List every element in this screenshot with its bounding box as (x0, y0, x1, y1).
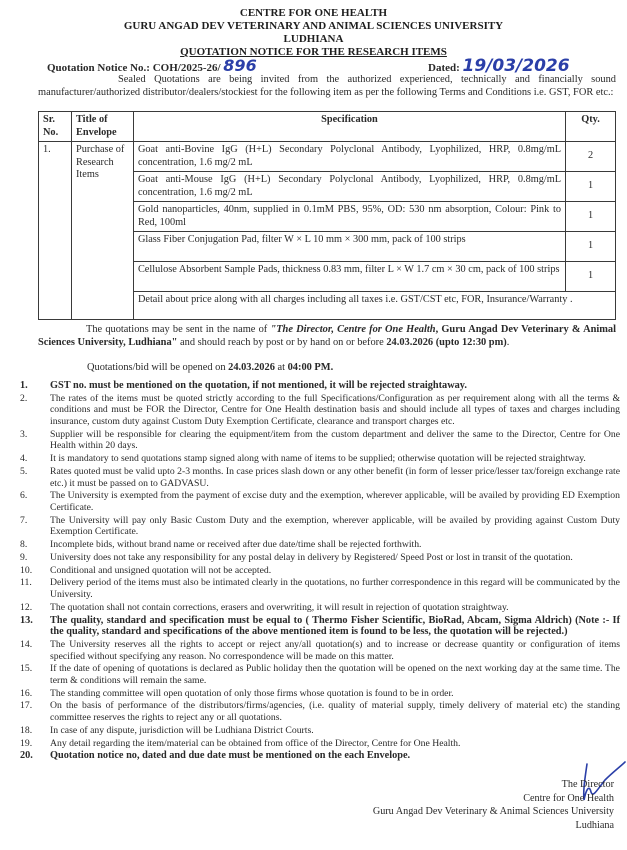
cell-envelope-title: Purchase of Research Items (71, 142, 133, 320)
term-item: 16. The standing committee will open quotation of only those firms whose quotation is found to be in order. (20, 687, 454, 699)
term-item: 10. Conditional and unsigned quotation will not be accepted. (20, 564, 272, 576)
term-item: 15. If the date of opening of quotations is declared as Public holiday then the quotation will be opened on the next working day at the same time. The term & conditions will remain the same. (20, 663, 620, 686)
opening-time: 04:00 PM. (287, 362, 334, 373)
term-item: 12. The quotation shall not contain corrections, erasers and overwriting, it will result in rejection of quotation straightway. (20, 601, 509, 613)
signatory-title: The Director (561, 779, 614, 790)
terms-list (20, 380, 620, 763)
header-centre-name: CENTRE FOR ONE HEALTH (239, 7, 388, 19)
opening-prefix: Quotations/bid will be opened on (87, 362, 229, 373)
notice-number (47, 56, 257, 75)
cell-price-detail-note: Detail about price along with all charges including all taxes i.e. GST/CST etc, FOR, Insurance/Warranty . (133, 292, 615, 320)
header-specification: Specification (133, 112, 565, 142)
cell-qty: 1 (566, 262, 616, 292)
header-sr-no: Sr. No. (39, 112, 72, 142)
term-item: 19. Any detail regarding the item/material can be obtained from office of the Director, Centre for One Health. (20, 737, 461, 749)
dated-label: Dated: (428, 62, 460, 74)
opening-line (87, 362, 333, 375)
term-item: 7. The University will pay only Basic Custom Duty and the exemption, wherever applicable, will be availed by providing against Custom Duty Exemption Certificate. (20, 514, 620, 538)
opening-date: 24.03.2026 (228, 362, 275, 373)
header-qty: Qty. (566, 112, 616, 142)
term-item: 3. Supplier will be responsible for clearing the equipment/item from the custom department and deliver the same to the Director, Centre for One Health within 20 days. (20, 428, 620, 452)
notice-number-label: Quotation Notice No.: COH/2025-26/ (47, 62, 221, 74)
term-item: 2. The rates of the items must be quoted strictly according to the full Specifications/Configuration as per requirement along with all the terms & conditions and must be FOR the Director, Centre for One Health destination basis and should include all types of taxes and charges including insurance, custom duty against Custom Duty Exemption Certificate, clearance and transport charges etc. (20, 392, 620, 427)
signatory-centre: Centre for One Health (523, 792, 614, 804)
cell-spec: Goat anti-Bovine IgG (H+L) Secondary Polyclonal Antibody, Lyophilized, HRP, 0.8mg/mL concentration, 1.6 mg/2 mL (133, 142, 565, 172)
term-item: 1. GST no. must be mentioned on the quotation, if not mentioned, it will be rejected straightaway. (20, 380, 467, 391)
submission-text-1: The quotations may be sent in the name of (86, 324, 271, 335)
submission-text-3: . (506, 337, 510, 348)
signatory-city: Ludhiana (575, 819, 614, 831)
term-item: 6. The University is exempted from the payment of excise duty and the exemption, wherever applicable, will be availed by providing ED Exemption Certificate. (20, 490, 620, 513)
addressee-italic: "The Director, Centre for One Health (270, 324, 436, 335)
header-title-of-envelope: Title of Envelope (71, 112, 133, 142)
term-item: 9. University does not take any responsibility for any postal delay in delivery by Registered/ Speed Post or lost in transit of the quotation. (20, 551, 573, 563)
term-item: 8. Incomplete bids, without brand name or received after due date/time shall be rejected forthwith. (20, 539, 422, 551)
notice-number-handwritten: 896 (223, 56, 257, 75)
cell-sr-no: 1. (39, 142, 72, 320)
submission-paragraph (38, 323, 616, 349)
signature-block (373, 778, 614, 832)
cell-spec: Goat anti-Mouse IgG (H+L) Secondary Polyclonal Antibody, Lyophilized, HRP, 0.8mg/mL concentration, 1.6 mg/2 mL (133, 172, 565, 202)
items-table (38, 111, 616, 320)
opening-mid: at (274, 362, 288, 373)
term-item: 20. Quotation notice no, dated and due date must be mentioned on the each Envelope. (20, 750, 411, 762)
cell-qty: 1 (566, 172, 616, 202)
term-item: 13. The quality, standard and specification must be equal to ( Thermo Fisher Scientific, BioRad, Abcam, Sigma Aldrich) (Note :- If the quality, standard and specifications of the above mentioned item is found to be less, the quotation will be rejected.) (20, 614, 620, 638)
term-item: 14. The University reserves all the rights to accept or reject any/all quotation(s) and to increase or decrease quantity or configuration of items specified without specifying any reason. No correspondence will be made on this matter. (20, 638, 620, 662)
notice-date (428, 56, 570, 76)
table-row (39, 142, 616, 172)
addressee-bold: , Guru Angad Dev Veterinary & Animal Sciences University, Ludhiana" (38, 324, 616, 348)
term-item: 18. In case of any dispute, jurisdiction will be Ludhiana District Courts. (20, 724, 314, 736)
cell-spec: Glass Fiber Conjugation Pad, filter W × L 10 mm × 300 mm, pack of 100 strips (133, 232, 565, 262)
dated-handwritten: 19/03/2026 (462, 56, 570, 76)
submission-text-2: and should reach by post or by hand on or before (177, 337, 387, 348)
intro-paragraph: Sealed Quotations are being invited from the authorized experienced, technically and financially sound manufacturer/authorized distributor/dealers/stockiest for the following item as per the following Terms and Conditions i.e. GST, FOR etc.: (38, 74, 616, 98)
signatory-university: Guru Angad Dev Veterinary & Animal Sciences University (372, 806, 614, 818)
term-item: 4. It is mandatory to send quotations stamp signed along with name of items to be supplied; otherwise quotation will be rejected straightway. (20, 453, 586, 465)
cell-spec: Cellulose Absorbent Sample Pads, thickness 0.83 mm, filter L × W 1.7 cm × 30 cm, pack of 100 strips (133, 262, 565, 292)
term-item: 11. Delivery period of the items must also be intimated clearly in the quotations, no further correspondence in this regard will be communicated by the University. (20, 577, 620, 600)
header-university-name: GURU ANGAD DEV VETERINARY AND ANIMAL SCIENCES UNIVERSITY (123, 20, 504, 32)
term-item: 17. On the basis of performance of the distributors/firms/agencies, (i.e. quality of material supply, timely delivery of material etc) the standing committee reserves the rights to reject any or all quotations. (20, 700, 620, 724)
cell-qty: 2 (566, 142, 616, 172)
term-item: 5. Rates quoted must be valid upto 2-3 months. In case prices slash down or any other benefit (in form of lesser price/lesser tax/foreign exchange rate etc.) it must be passed on to GADVASU. (20, 465, 620, 489)
cell-qty: 1 (566, 232, 616, 262)
cell-spec: Gold nanoparticles, 40nm, supplied in 0.1mM PBS, 95%, OD: 530 nm absorption, Colour: Pink to Red, 100ml (133, 202, 565, 232)
table-header-row (39, 112, 616, 142)
header-city: LUDHIANA (283, 33, 344, 45)
submission-deadline: 24.03.2026 (upto 12:30 pm) (386, 337, 507, 348)
notice-title: QUOTATION NOTICE FOR THE RESEARCH ITEMS (180, 46, 447, 58)
cell-qty: 1 (566, 202, 616, 232)
